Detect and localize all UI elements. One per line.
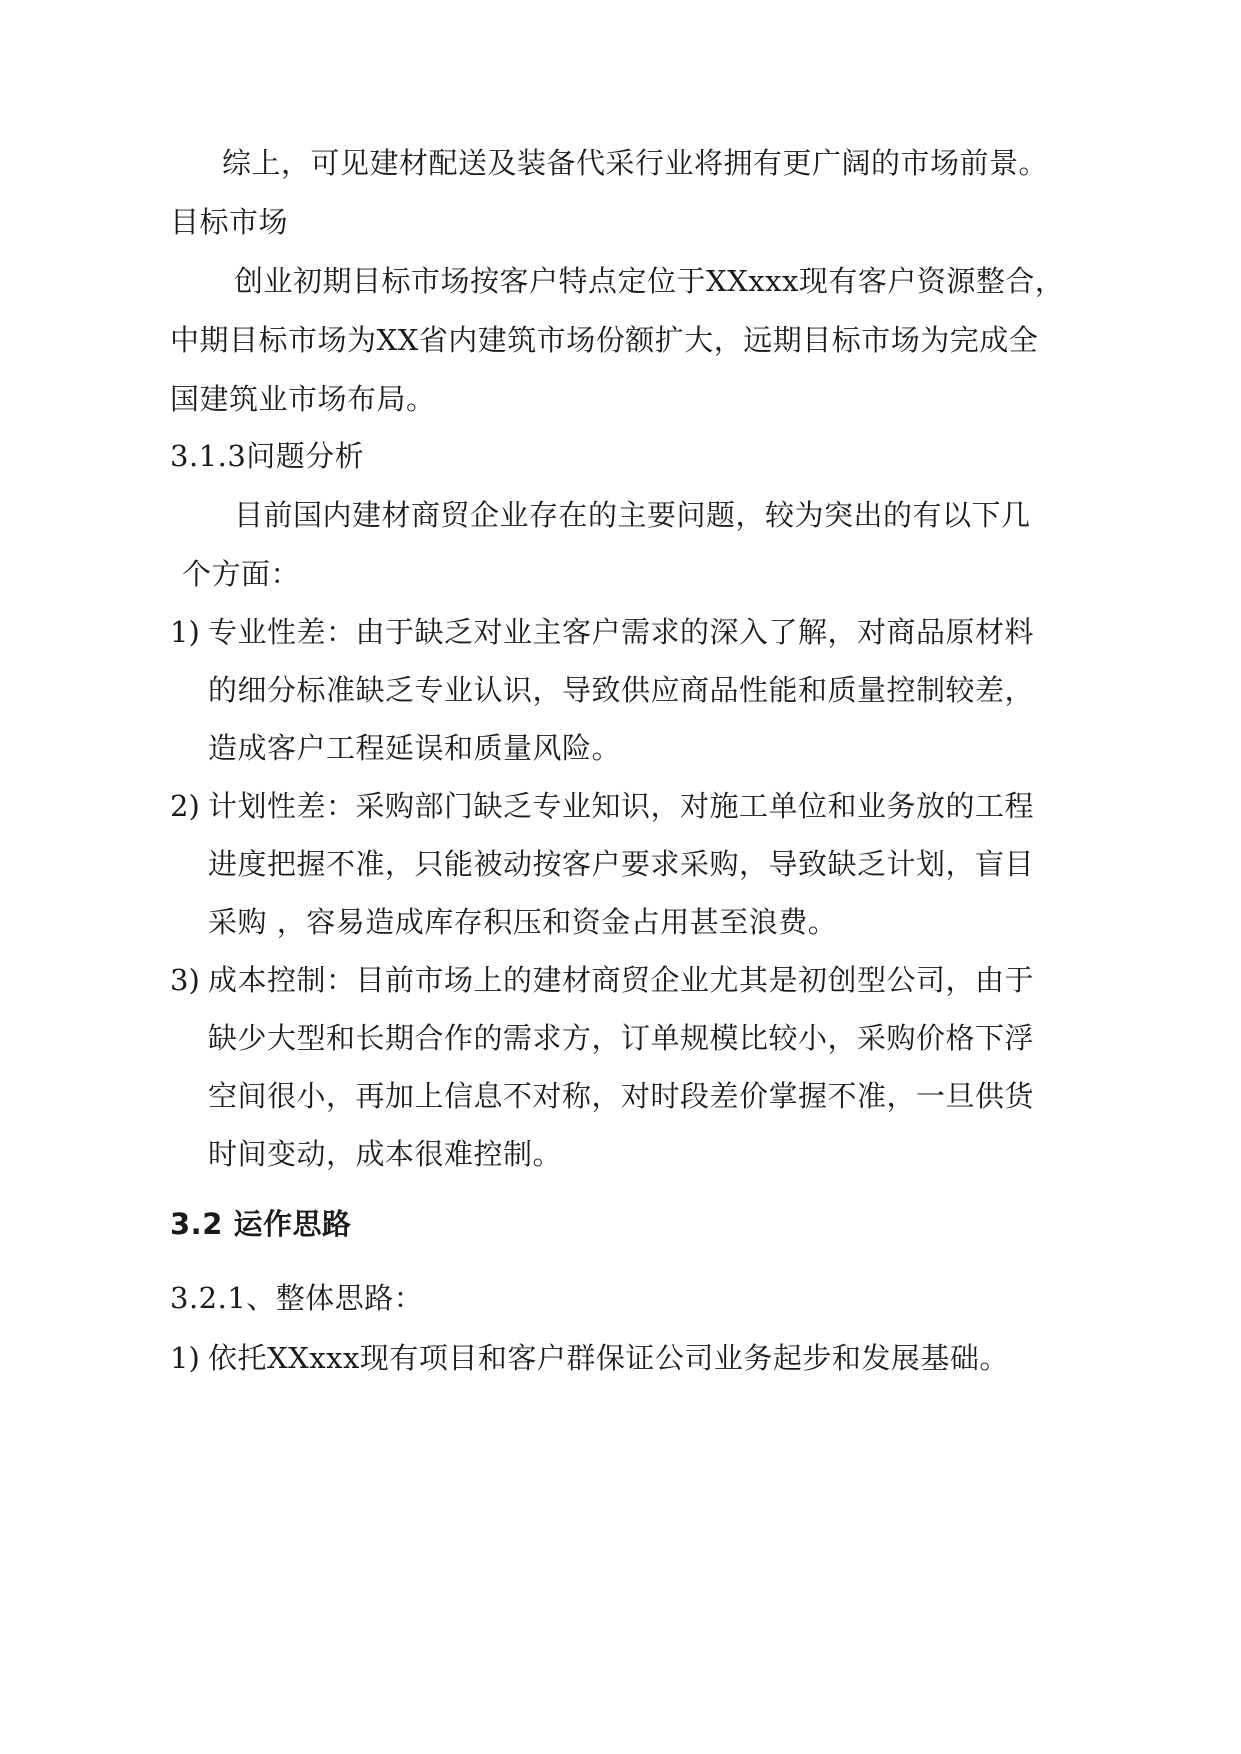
problem-3-line-2: 缺少大型和长期合作的需求方，订单规模比较小，采购价格下浮 — [208, 1021, 1035, 1055]
target-market-heading: 目标市场 — [170, 205, 289, 239]
problem-1-line-2: 的细分标准缺乏专业认识，导致供应商品性能和质量控制较差， — [208, 673, 1035, 707]
problem-2-line-3: 采购 ，容易造成库存积压和资金占用甚至浪费。 — [208, 905, 838, 939]
problem-3-line-4: 时间变动，成本很难控制。 — [208, 1137, 563, 1171]
problem-intro-line-1: 目前国内建材商贸企业存在的主要问题，较为突出的有以下几 — [234, 498, 1031, 532]
problem-intro-line-2: 个方面： — [182, 557, 301, 591]
problem-3-line-3: 空间很小，再加上信息不对称，对时段差价掌握不准，一旦供货 — [208, 1079, 1035, 1113]
problem-2-number: 2) — [170, 789, 200, 823]
approach-1-number: 1) — [170, 1341, 200, 1375]
section-321-heading: 3.2.1、整体思路： — [170, 1281, 424, 1315]
section-313-heading: 3.1.3问题分析 — [170, 439, 365, 473]
problem-2-line-1: 计划性差：采购部门缺乏专业知识，对施工单位和业务放的工程 — [208, 789, 1035, 823]
problem-3-line-1: 成本控制：目前市场上的建材商贸企业尤其是初创型公司，由于 — [208, 963, 1035, 997]
problem-1-line-1: 专业性差：由于缺乏对业主客户需求的深入了解，对商品原材料 — [208, 615, 1035, 649]
target-market-para-line-3: 国建筑业市场布局。 — [170, 382, 436, 416]
target-market-para-line-2: 中期目标市场为XX省内建筑市场份额扩大，远期目标市场为完成全 — [170, 323, 1039, 357]
problem-3-number: 3) — [170, 963, 200, 997]
summary-line: 综上，可见建材配送及装备代采行业将拥有更广阔的市场前景。 — [222, 146, 1049, 180]
section-32-heading: 3.2 运作思路 — [170, 1207, 352, 1241]
problem-1-number: 1) — [170, 615, 200, 649]
problem-1-line-3: 造成客户工程延误和质量风险。 — [208, 731, 622, 765]
approach-1-text: 依托XXxxx现有项目和客户群保证公司业务起步和发展基础。 — [208, 1341, 1009, 1375]
problem-2-line-2: 进度把握不准，只能被动按客户要求采购，导致缺乏计划，盲目 — [208, 847, 1035, 881]
target-market-para-line-1: 创业初期目标市场按客户特点定位于XXxxx现有客户资源整合， — [234, 264, 1065, 298]
